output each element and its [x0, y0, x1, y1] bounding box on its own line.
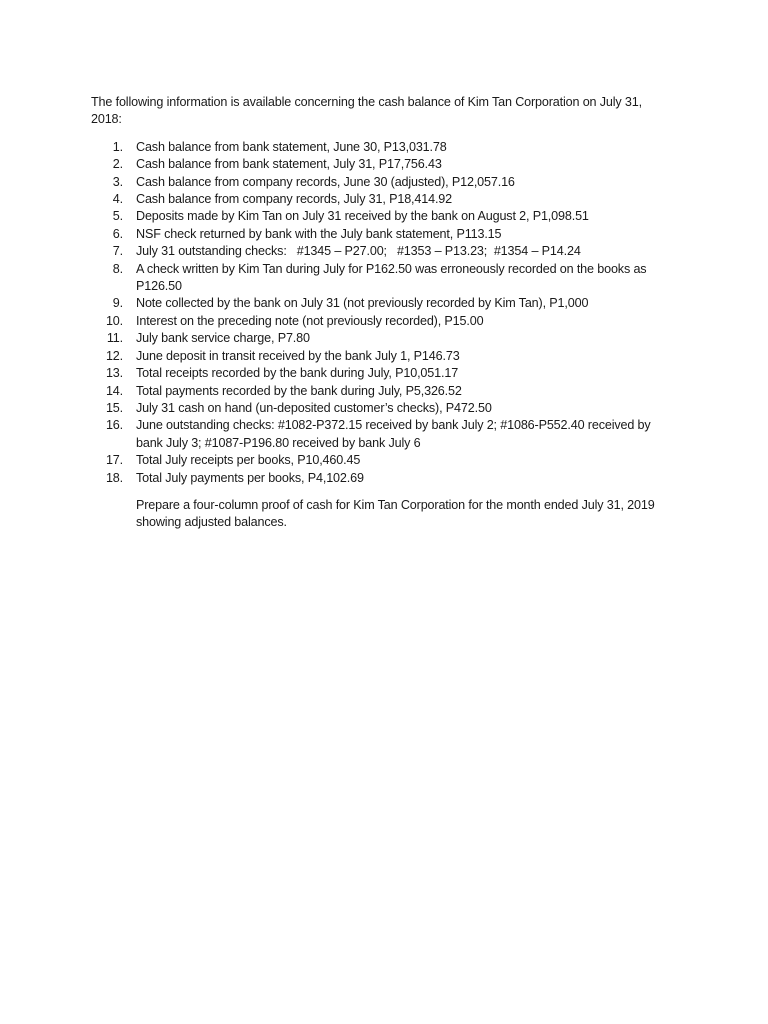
list-item	[91, 452, 671, 469]
item-text: Total payments recorded by the bank during July, P5,326.52	[136, 383, 462, 398]
item-number: 5.	[112, 209, 123, 224]
item-text: July 31 outstanding checks: #1345 – P27.00; #1353 – P13.23; #1354 – P14.24	[136, 244, 581, 259]
item-text: Interest on the preceding note (not previously recorded), P15.00	[136, 313, 484, 328]
list-item	[91, 191, 671, 208]
item-number: 17.	[105, 453, 123, 468]
item-text: June deposit in transit received by the bank July 1, P146.73	[136, 348, 460, 363]
list-item	[91, 365, 671, 382]
item-text: July 31 cash on hand (un-deposited customer’s checks), P472.50	[136, 400, 492, 415]
information-list	[91, 139, 671, 487]
instruction-paragraph: Prepare a four-column proof of cash for Kim Tan Corporation for the month ended July 31, 2019 showing adjusted balances.	[136, 497, 655, 530]
item-text: June outstanding checks: #1082-P372.15 received by bank July 2; #1086-P552.40 received by bank July 3; #1087-P196.80 received by bank July 6	[136, 418, 651, 450]
list-item	[91, 417, 671, 452]
list-item	[91, 313, 671, 330]
item-text: NSF check returned by bank with the July bank statement, P113.15	[136, 226, 502, 241]
list-item	[91, 139, 671, 156]
list-item	[91, 208, 671, 225]
item-number: 3.	[112, 174, 123, 189]
item-number: 10.	[105, 313, 123, 328]
item-number: 18.	[105, 470, 123, 485]
list-item	[91, 470, 671, 487]
item-number: 4.	[112, 192, 123, 207]
list-item	[91, 400, 671, 417]
list-item	[91, 174, 671, 191]
item-text: July bank service charge, P7.80	[136, 331, 310, 346]
item-text: Cash balance from company records, July 31, P18,414.92	[136, 192, 453, 207]
document-page	[91, 94, 671, 532]
intro-paragraph: The following information is available concerning the cash balance of Kim Tan Corporation on July 31, 2018:	[91, 95, 642, 127]
item-text: A check written by Kim Tan during July for P162.50 was erroneously recorded on the books as P126.50	[136, 261, 647, 294]
item-text: Deposits made by Kim Tan on July 31 received by the bank on August 2, P1,098.51	[136, 209, 589, 224]
list-item	[91, 261, 671, 296]
item-text: Cash balance from company records, June 30 (adjusted), P12,057.16	[136, 174, 515, 189]
item-text: Cash balance from bank statement, June 30, P13,031.78	[136, 139, 447, 154]
item-number: 16.	[105, 418, 123, 433]
item-number: 8.	[112, 261, 123, 276]
item-number: 2.	[112, 157, 123, 172]
item-number: 13.	[105, 366, 123, 381]
item-text: Total July payments per books, P4,102.69	[136, 470, 364, 485]
item-text: Cash balance from bank statement, July 31, P17,756.43	[136, 157, 442, 172]
list-item	[91, 295, 671, 312]
list-item	[91, 226, 671, 243]
item-number: 11.	[106, 331, 123, 346]
item-number: 9.	[112, 296, 123, 311]
list-item	[91, 243, 671, 260]
list-item	[91, 348, 671, 365]
item-text: Total receipts recorded by the bank during July, P10,051.17	[136, 366, 459, 381]
item-text: Total July receipts per books, P10,460.45	[136, 453, 361, 468]
list-item	[91, 330, 671, 347]
list-item	[91, 383, 671, 400]
item-number: 15.	[105, 400, 123, 415]
item-number: 6.	[112, 226, 123, 241]
item-number: 7.	[112, 244, 123, 259]
item-number: 12.	[105, 348, 123, 363]
item-number: 14.	[105, 383, 123, 398]
list-item	[91, 156, 671, 173]
item-number: 1.	[112, 139, 123, 154]
item-text: Note collected by the bank on July 31 (not previously recorded by Kim Tan), P1,000	[136, 296, 589, 311]
